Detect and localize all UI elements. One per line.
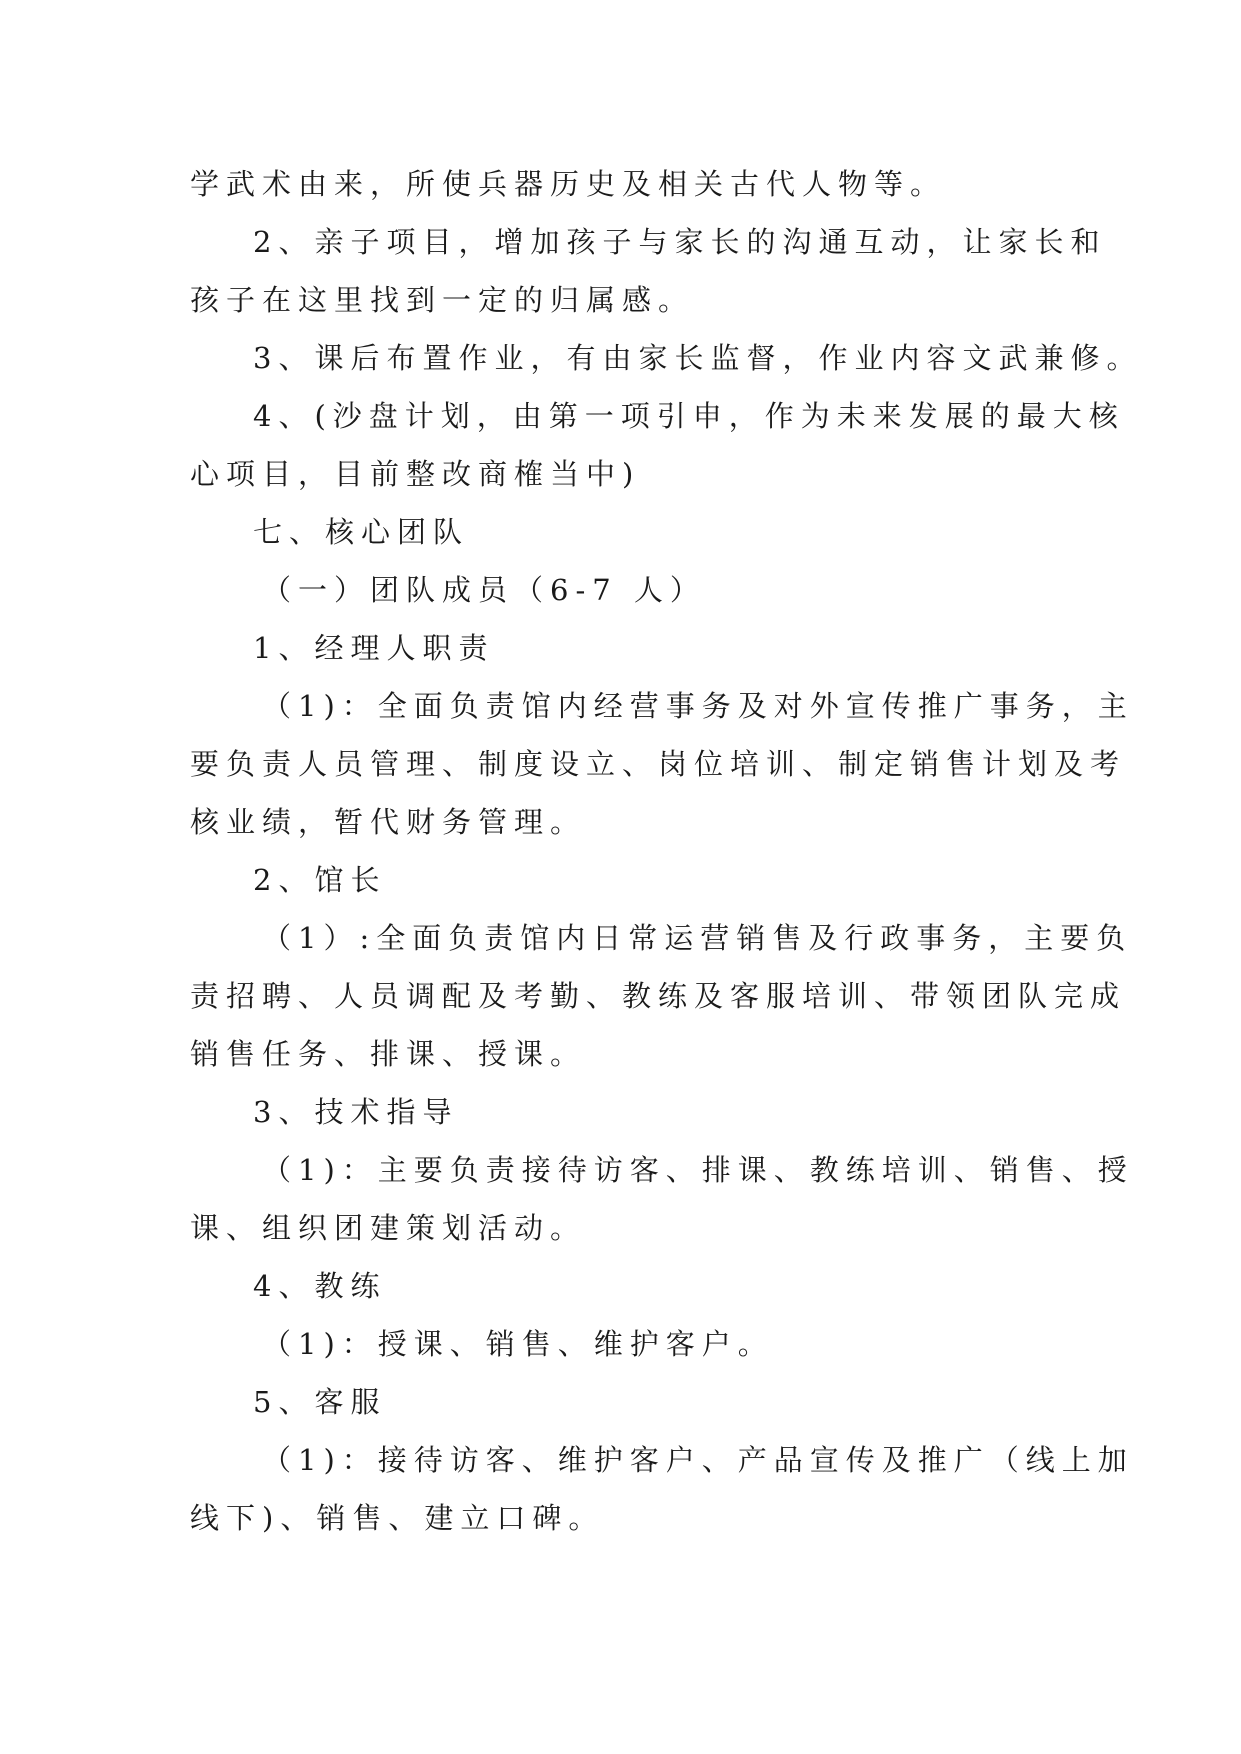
text-line: 要负责人员管理、制度设立、岗位培训、制定销售计划及考 xyxy=(190,747,1127,781)
text-line: 销售任务、排课、授课。 xyxy=(190,1037,587,1071)
text-line: （1）:全面负责馆内日常运营销售及行政事务，主要负 xyxy=(262,921,1133,955)
text-line: （1)：主要负责接待访客、排课、教练培训、销售、授 xyxy=(262,1153,1134,1187)
text-line: 心项目，目前整改商榷当中) xyxy=(190,457,641,491)
item-heading: 4、教练 xyxy=(253,1269,387,1303)
text-line: 核业绩，暂代财务管理。 xyxy=(190,805,587,839)
text-line: 学武术由来，所使兵器历史及相关古代人物等。 xyxy=(190,167,947,201)
text-line: 4、(沙盘计划，由第一项引申，作为未来发展的最大核 xyxy=(253,399,1125,433)
text-line: （1)：接待访客、维护客户、产品宣传及推广（线上加 xyxy=(262,1443,1134,1477)
text-line: 孩子在这里找到一定的归属感。 xyxy=(190,283,695,317)
text-line: 2、亲子项目，增加孩子与家长的沟通互动，让家长和 xyxy=(253,225,1107,259)
section-heading: 七、核心团队 xyxy=(253,515,470,549)
item-heading: 3、技术指导 xyxy=(253,1095,459,1129)
item-heading: 1、经理人职责 xyxy=(253,631,495,665)
text-line: （1)：全面负责馆内经营事务及对外宣传推广事务，主 xyxy=(262,689,1134,723)
subsection-heading: （一）团队成员（6-7 人） xyxy=(262,573,706,607)
text-line: 3、课后布置作业，有由家长监督，作业内容文武兼修。 xyxy=(253,341,1143,375)
text-line: （1)：授课、销售、维护客户。 xyxy=(262,1327,774,1361)
item-heading: 5、客服 xyxy=(253,1385,387,1419)
item-heading: 2、馆长 xyxy=(253,863,387,897)
text-line: 课、组织团建策划活动。 xyxy=(190,1211,587,1245)
text-line: 责招聘、人员调配及考勤、教练及客服培训、带领团队完成 xyxy=(190,979,1127,1013)
text-line: 线下)、销售、建立口碑。 xyxy=(190,1501,605,1535)
